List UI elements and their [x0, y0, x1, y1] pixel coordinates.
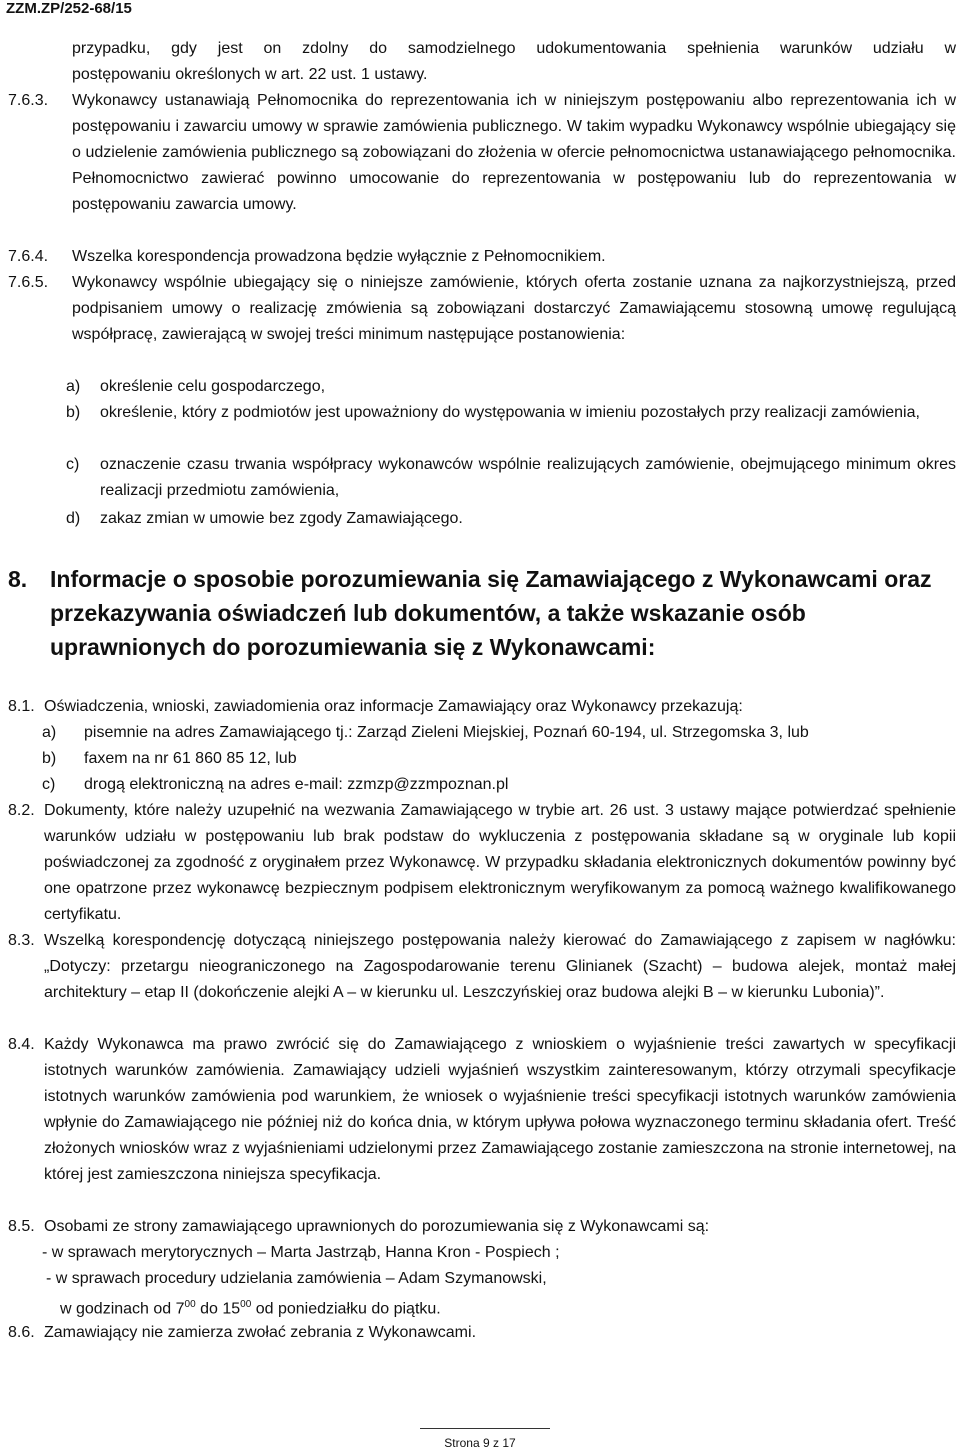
list-label: c)	[42, 776, 56, 793]
list-text: określenie celu gospodarczego,	[100, 378, 326, 395]
paragraph-7-6-4	[8, 244, 956, 270]
hours-sup: 00	[240, 1299, 252, 1310]
hours-text: od poniedziałku do piątku.	[251, 1300, 441, 1318]
list-item-a	[42, 720, 956, 746]
paragraph-number: 7.6.3.	[8, 92, 49, 109]
office-hours	[60, 1292, 441, 1322]
paragraph-7-6-5	[8, 270, 956, 348]
hours-text: do 15	[195, 1300, 241, 1318]
paragraph-8-1	[8, 694, 956, 720]
paragraph-number: 8.3.	[8, 932, 35, 949]
paragraph-text: Wszelka korespondencja prowadzona będzie wyłącznie z Pełnomocnikiem.	[72, 248, 606, 265]
list-text: pisemnie na adres Zamawiającego tj.: Zarząd Zieleni Miejskiej, Poznań 60-194, ul. Strzegomska 3, lub	[84, 724, 809, 741]
list-item-d	[66, 506, 956, 532]
list-text: faxem na nr 61 860 85 12, lub	[84, 750, 297, 767]
list-label: c)	[66, 456, 80, 473]
hours-sup: 00	[184, 1299, 196, 1310]
page-number: Strona 9 z 17	[444, 1436, 516, 1450]
paragraph-8-6	[8, 1320, 956, 1346]
paragraph-text: Osobami ze strony zamawiającego uprawnionych do porozumiewania się z Wykonawcami są:	[44, 1218, 710, 1235]
continued-line-1: przypadku, gdy jest on zdolny do samodzielnego udokumentowania spełnienia warunków udziału w	[72, 40, 956, 57]
list-label: d)	[66, 510, 81, 527]
paragraph-8-5	[8, 1214, 956, 1240]
paragraph-number: 7.6.4.	[8, 248, 49, 265]
list-label: a)	[42, 724, 57, 741]
list-text: zakaz zmian w umowie bez zgody Zamawiającego.	[100, 510, 463, 527]
continued-paragraph	[72, 36, 956, 88]
paragraph-number: 8.5.	[8, 1218, 35, 1235]
paragraph-number: 7.6.5.	[8, 274, 49, 291]
section-8-heading	[8, 562, 956, 664]
paragraph-8-4	[8, 1032, 956, 1188]
paragraph-number: 8.4.	[8, 1036, 35, 1053]
list-item-a	[66, 374, 956, 400]
list-item-c	[66, 452, 956, 504]
paragraph-text: Oświadczenia, wnioski, zawiadomienia oraz informacje Zamawiający oraz Wykonawcy przekazują:	[44, 698, 743, 715]
list-item-b	[66, 400, 956, 426]
footer-divider	[420, 1428, 550, 1429]
contact-procedure: - w sprawach procedury udzielania zamówienia – Adam Szymanowski,	[46, 1270, 547, 1287]
list-label: b)	[42, 750, 57, 767]
paragraph-number: 8.6.	[8, 1324, 35, 1341]
list-text: oznaczenie czasu trwania współpracy wykonawców wspólnie realizujących zamówienie, obejmującego minimum okres realizacji przedmiotu zamówienia,	[100, 456, 956, 499]
paragraph-text: Dokumenty, które należy uzupełnić na wezwania Zamawiającego w trybie art. 26 ust. 3 ustawy mające potwierdzać spełnienie warunków udziału w postępowaniu lub brak podstaw do wykluczenia z postępowania składane są w oryginale lub kopii poświadczonej za zgodność z oryginałem przez Wykonawcę. W przypadku składania elektronicznych dokumentów powinny być one opatrzone przez wykonawcę bezpiecznym podpisem elektronicznym weryfikowanym za pomocą ważnego kwalifikowanego certyfikatu.	[44, 802, 956, 923]
email-link[interactable]: drogą elektroniczną na adres e-mail: zzmzp@zzmpoznan.pl	[84, 776, 509, 793]
paragraph-text: Wykonawcy wspólnie ubiegający się o niniejsze zamówienie, których oferta zostanie uznana za najkorzystniejszą, przed podpisaniem umowy o realizację zmówienia są zobowiązani dostarczyć Zamawiającemu stosowną umowę regulującą współpracę, zawierającą w swojej treści minimum następujące postanowienia:	[72, 274, 956, 343]
paragraph-8-3	[8, 928, 956, 1006]
list-label: a)	[66, 378, 81, 395]
contact-substantive: - w sprawach merytorycznych – Marta Jastrząb, Hanna Kron - Pospiech ;	[42, 1244, 560, 1261]
paragraph-text: Zamawiający nie zamierza zwołać zebrania z Wykonawcami.	[44, 1324, 477, 1341]
paragraph-text: Każdy Wykonawca ma prawo zwrócić się do Zamawiającego z wnioskiem o wyjaśnienie treści zawartych w specyfikacji istotnych warunków zamówienia. Zamawiający udzieli wyjaśnień wszystkim zainteresowanym, którzy otrzymali specyfikacje istotnych warunków zamówienia pod warunkiem, że wniosek o wyjaśnienie treści specyfikacji istotnych warunków zamówienia wpłynie do Zamawiającego nie później niż do końca dnia, w którym upływa połowa wyznaczonego terminu składania ofert. Treść złożonych wniosków wraz z wyjaśnieniami udzielonymi przez Zamawiającego zostanie zamieszczona na stronie internetowej, na której jest zamieszczona niniejsza specyfikacja.	[44, 1036, 956, 1183]
document-reference: ZZM.ZP/252-68/15	[6, 0, 132, 17]
section-number: 8.	[8, 566, 28, 592]
list-text: określenie, który z podmiotów jest upoważniony do występowania w imieniu pozostałych przy realizacji zamówienia,	[100, 404, 920, 421]
list-item-b	[42, 746, 956, 772]
list-label: b)	[66, 404, 81, 421]
paragraph-number: 8.1.	[8, 698, 35, 715]
paragraph-number: 8.2.	[8, 802, 35, 819]
paragraph-text: Wykonawcy ustanawiają Pełnomocnika do reprezentowania ich w niniejszym postępowaniu albo reprezentowania ich w postępowaniu i zawarciu umowy w sprawie zamówienia publicznego. W takim wypadku Wykonawcy wspólnie ubiegający się o udzielenie zamówienia publicznego są zobowiązani do złożenia w ofercie pełnomocnictwa ustanawiającego pełnomocnika. Pełnomocnictwo zawierać powinno umocowanie do reprezentowania w postępowaniu lub do reprezentowania w postępowaniu zawarcia umowy.	[72, 92, 956, 213]
hours-text: w godzinach od 7	[60, 1300, 185, 1318]
continued-line-2: postępowaniu określonych w art. 22 ust. 1 ustawy.	[72, 66, 428, 83]
paragraph-8-2	[8, 798, 956, 928]
section-title: Informacje o sposobie porozumiewania się Zamawiającego z Wykonawcami oraz przekazywania oświadczeń lub dokumentów, a także wskazanie osób uprawnionych do porozumiewania się z Wykonawcami:	[50, 566, 932, 660]
list-item-c	[42, 772, 956, 798]
paragraph-7-6-3	[8, 88, 956, 218]
paragraph-text: Wszelką korespondencję dotyczącą niniejszego postępowania należy kierować do Zamawiającego z zapisem w nagłówku: „Dotyczy: przetargu nieograniczonego na Zagospodarowanie terenu Glinianek (Szacht) – budowa alejek, montaż małej architektury – etap II (dokończenie alejki A – w kierunku ul. Leszczyńskiej oraz budowa alejki B – w kierunku Lubonia)”.	[44, 932, 956, 1001]
